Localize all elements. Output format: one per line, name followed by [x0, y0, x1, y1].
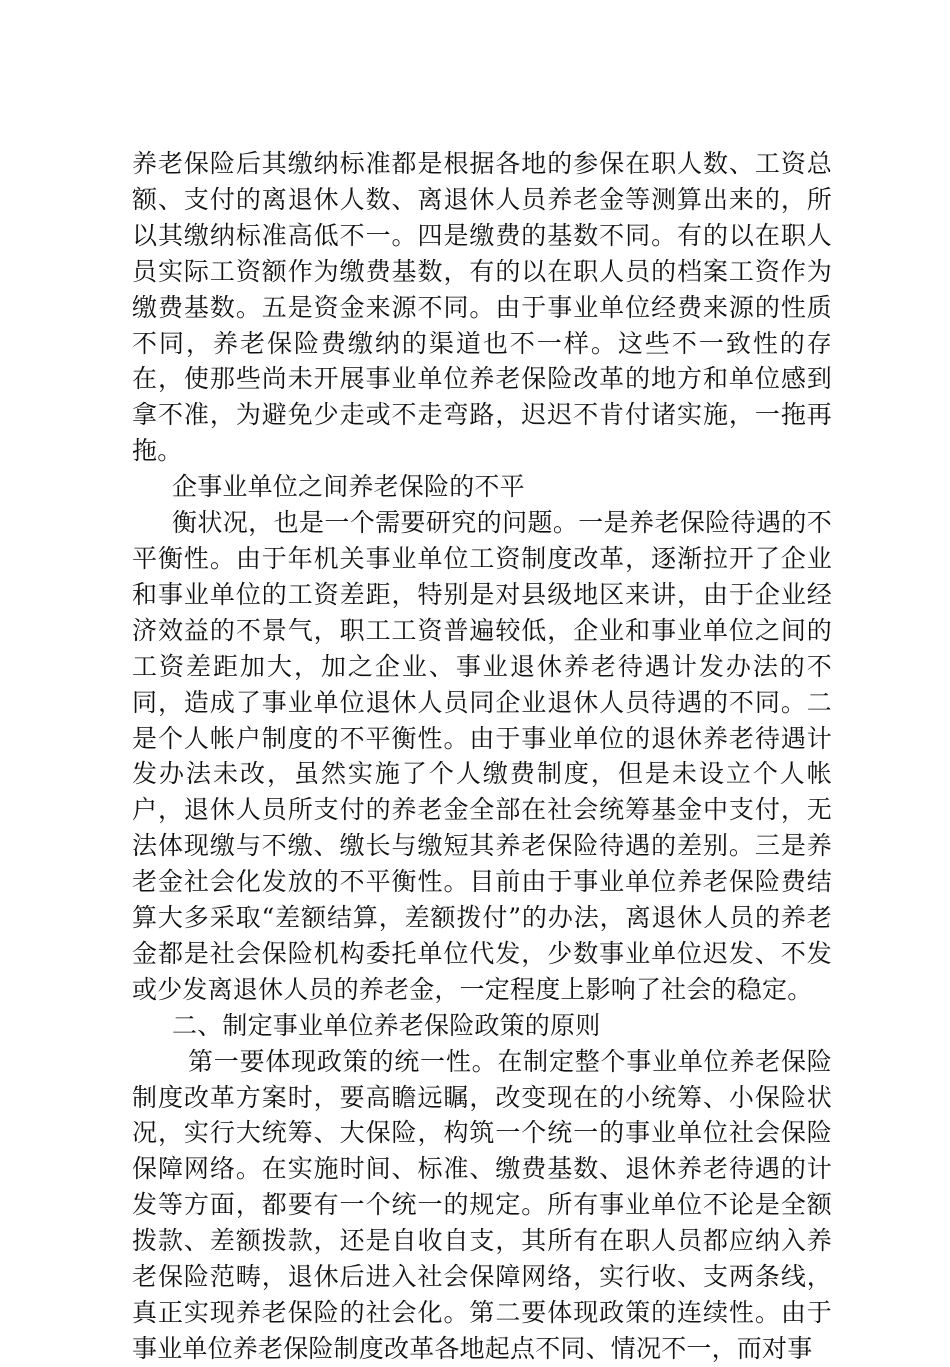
document-body: [132, 146, 832, 1367]
paragraph-imbalance-details: 衡状况，也是一个需要研究的问题。一是养老保险待遇的不平衡性。由于年机关事业单位工资制度改革，逐渐拉开了企业和事业单位的工资差距，特别是对县级地区来讲，由于企业经济效益的不景气，职工工资普遍较低，企业和事业单位之间的工资差距加大，加之企业、事业退休养老待遇计发办法的不同，造成了事业单位退休人员同企业退休人员待遇的不同。二是个人帐户制度的不平衡性。由于事业单位的退休养老待遇计发办法未改，虽然实施了个人缴费制度，但是未设立个人帐户，退休人员所支付的养老金全部在社会统筹基金中支付，无法体现缴与不缴、缴长与缴短其养老保险待遇的差别。三是养老金社会化发放的不平衡性。目前由于事业单位养老保险费结算大多采取“差额结算，差额拨付”的办法，离退休人员的养老金都是社会保险机构委托单位代发，少数事业单位迟发、不发或少发离退休人员的养老金，一定程度上影响了社会的稳定。: [132, 508, 832, 1004]
section-heading-policy-principles: 二、制定事业单位养老保险政策的原则: [172, 1010, 601, 1040]
paragraph-contribution-standards: 养老保险后其缴纳标准都是根据各地的参保在职人数、工资总额、支付的离退休人数、离退休人员养老金等测算出来的，所以其缴纳标准高低不一。四是缴费的基数不同。有的以在职人员实际工资额作为缴费基数，有的以在职人员的档案工资作为缴费基数。五是资金来源不同。由于事业单位经费来源的性质不同，养老保险费缴纳的渠道也不一样。这些不一致性的存在，使那些尚未开展事业单位养老保险改革的地方和单位感到拿不准，为避免少走或不走弯路，迟迟不肯付诸实施，一拖再拖。: [132, 149, 832, 466]
paragraph-policy-unity: 第一要体现政策的统一性。在制定整个事业单位养老保险制度改革方案时，要高瞻远瞩，改变现在的小统筹、小保险状况，实行大统筹、大保险，构筑一个统一的事业单位社会保险保障网络。在实施时间、标准、缴费基数、退休养老待遇的计发等方面，都要有一个统一的规定。所有事业单位不论是全额拨款、差额拨款，还是自收自支，其所有在职人员都应纳入养老保险范畴，退休后进入社会保障网络，实行收、支两条线，真正实现养老保险的社会化。第二要体现政策的连续性。由于事业单位养老保险制度改革各地起点不同、情况不一，而对事: [132, 1046, 832, 1363]
paragraph-imbalance-heading: 企事业单位之间养老保险的不平: [172, 472, 525, 502]
